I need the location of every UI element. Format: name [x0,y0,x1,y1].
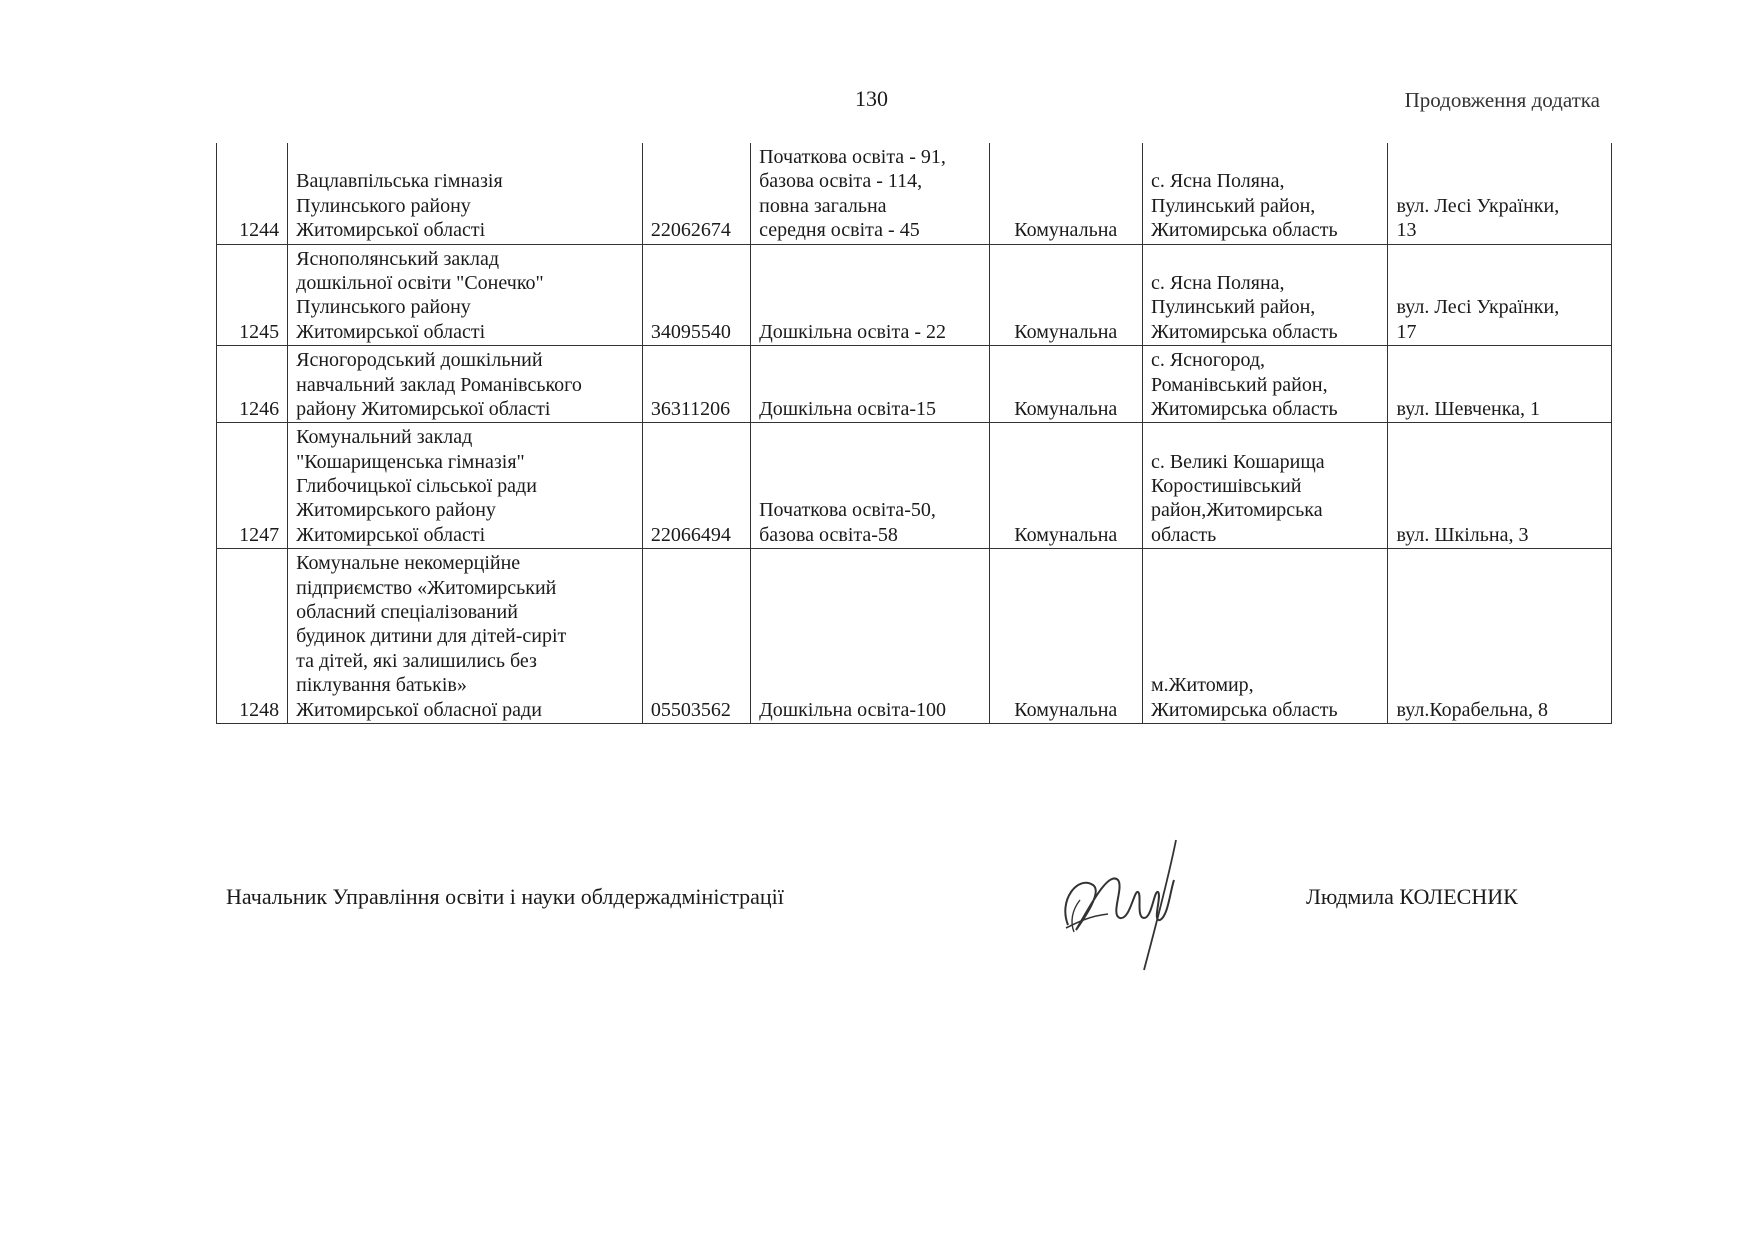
row-number-cell: 1245 [217,244,288,346]
location-line: область [1150,523,1217,546]
street-address-line: вул.Корабельна, 8 [1396,698,1549,721]
institution-name-line: Комунальний заклад [296,426,473,449]
location-line: с. Ясногород, [1150,349,1266,372]
footer-signatory: Людмила КОЛЕСНИК [1306,884,1518,909]
institution-name-line: Житомирської області [296,320,486,343]
street-address-cell [1388,244,1612,346]
street-address-cell [1388,549,1612,724]
education-levels-line: базова освіта-58 [759,523,898,546]
institution-name-line: дошкільної освіти "Сонечко" [296,271,544,294]
institution-name-line: Яснополянський заклад [296,247,500,270]
institution-name-cell [288,346,643,423]
edrpou-code-cell: 22062674 [642,143,750,244]
row-number-cell: 1244 [217,143,288,244]
institution-name-line: Житомирської області [296,523,486,546]
education-levels-line: Дошкільна освіта - 22 [759,320,947,343]
education-levels-cell [751,244,990,346]
institution-name-line: Житомирської області [296,219,486,242]
street-address-line: вул. Шевченка, 1 [1396,397,1540,420]
institution-name-line: підприємство «Житомирський [296,576,557,599]
location-cell [1142,143,1388,244]
location-line: Коростишівський [1150,475,1302,498]
ownership-form-cell: Комунальна [989,423,1142,549]
location-line: Житомирська область [1150,698,1338,721]
education-levels-line: середня освіта - 45 [759,219,920,242]
institution-name-cell [288,549,643,724]
ownership-form-cell: Комунальна [989,549,1142,724]
location-line: Пулинський район, [1150,296,1316,319]
street-address-line: вул. Шкільна, 3 [1396,523,1529,546]
education-levels-cell [751,423,990,549]
street-address-cell [1388,423,1612,549]
table-row [217,143,1612,244]
education-levels-line: базова освіта - 114, [759,170,923,193]
registry-table-body [217,143,1612,723]
location-cell [1142,423,1388,549]
location-line: район,Житомирська [1150,499,1323,522]
institution-name-line: обласний спеціалізований [296,601,518,624]
ownership-form-cell: Комунальна [989,143,1142,244]
location-line: Житомирська область [1150,397,1338,420]
location-line: Житомирська область [1150,219,1338,242]
institution-name-line: "Кошарищенська гімназія" [296,450,525,473]
location-cell [1142,549,1388,724]
location-line: с. Ясна Поляна, [1150,271,1285,294]
ownership-form-cell: Комунальна [989,244,1142,346]
street-address-line: вул. Лесі Українки, [1396,194,1560,217]
education-levels-cell [751,143,990,244]
institution-name-line: будинок дитини для дітей-сиріт [296,625,567,648]
institution-name-line: Пулинського району [296,194,471,217]
continuation-label: Продовження додатка [1404,88,1600,112]
edrpou-code-cell: 36311206 [642,346,750,423]
location-cell [1142,346,1388,423]
table-row [217,244,1612,346]
registry-table [216,143,1612,724]
institution-name-line: Ясногородський дошкільний [296,349,543,372]
institution-name-line: Комунальне некомерційне [296,552,521,575]
education-levels-line: Дошкільна освіта-100 [759,698,947,721]
education-levels-line: повна загальна [759,194,887,217]
institution-name-line: Вацлавпільська гімназія [296,170,503,193]
row-number-cell: 1248 [217,549,288,724]
footer-position: Начальник Управління освіти і науки облдержадміністрації [226,884,784,909]
education-levels-line: Початкова освіта - 91, [759,146,946,168]
location-cell [1142,244,1388,346]
row-number-cell: 1246 [217,346,288,423]
street-address-cell [1388,346,1612,423]
table-row [217,423,1612,549]
location-line: Житомирська область [1150,320,1338,343]
location-line: с. Великі Кошарища [1150,450,1325,473]
institution-name-line: Пулинського району [296,296,471,319]
street-address-line: 17 [1396,320,1417,343]
signature-image [1048,830,1198,980]
table-row [217,549,1612,724]
education-levels-line: Дошкільна освіта-15 [759,397,937,420]
institution-name-line: Житомирського району [296,499,496,522]
education-levels-cell [751,346,990,423]
street-address-cell [1388,143,1612,244]
institution-name-line: та дітей, які залишились без [296,649,537,672]
edrpou-code-cell: 05503562 [642,549,750,724]
edrpou-code-cell: 34095540 [642,244,750,346]
institution-name-line: Житомирської обласної ради [296,698,542,721]
institution-name-line: навчальний заклад Романівського [296,373,582,396]
edrpou-code-cell: 22066494 [642,423,750,549]
institution-name-cell [288,423,643,549]
row-number-cell: 1247 [217,423,288,549]
education-levels-cell [751,549,990,724]
page-number: 130 [855,86,888,111]
institution-name-line: Глибочицької сільської ради [296,475,537,498]
education-levels-line: Початкова освіта-50, [759,499,936,522]
institution-name-cell [288,244,643,346]
location-line: м.Житомир, [1150,674,1254,697]
institution-name-line: району Житомирської області [296,397,551,420]
institution-name-line: піклування батьків» [296,674,467,697]
location-line: с. Ясна Поляна, [1150,170,1285,193]
institution-name-cell [288,143,643,244]
street-address-line: 13 [1396,219,1417,242]
location-line: Пулинський район, [1150,194,1316,217]
location-line: Романівський район, [1150,373,1328,396]
street-address-line: вул. Лесі Українки, [1396,296,1560,319]
table-row [217,346,1612,423]
ownership-form-cell: Комунальна [989,346,1142,423]
